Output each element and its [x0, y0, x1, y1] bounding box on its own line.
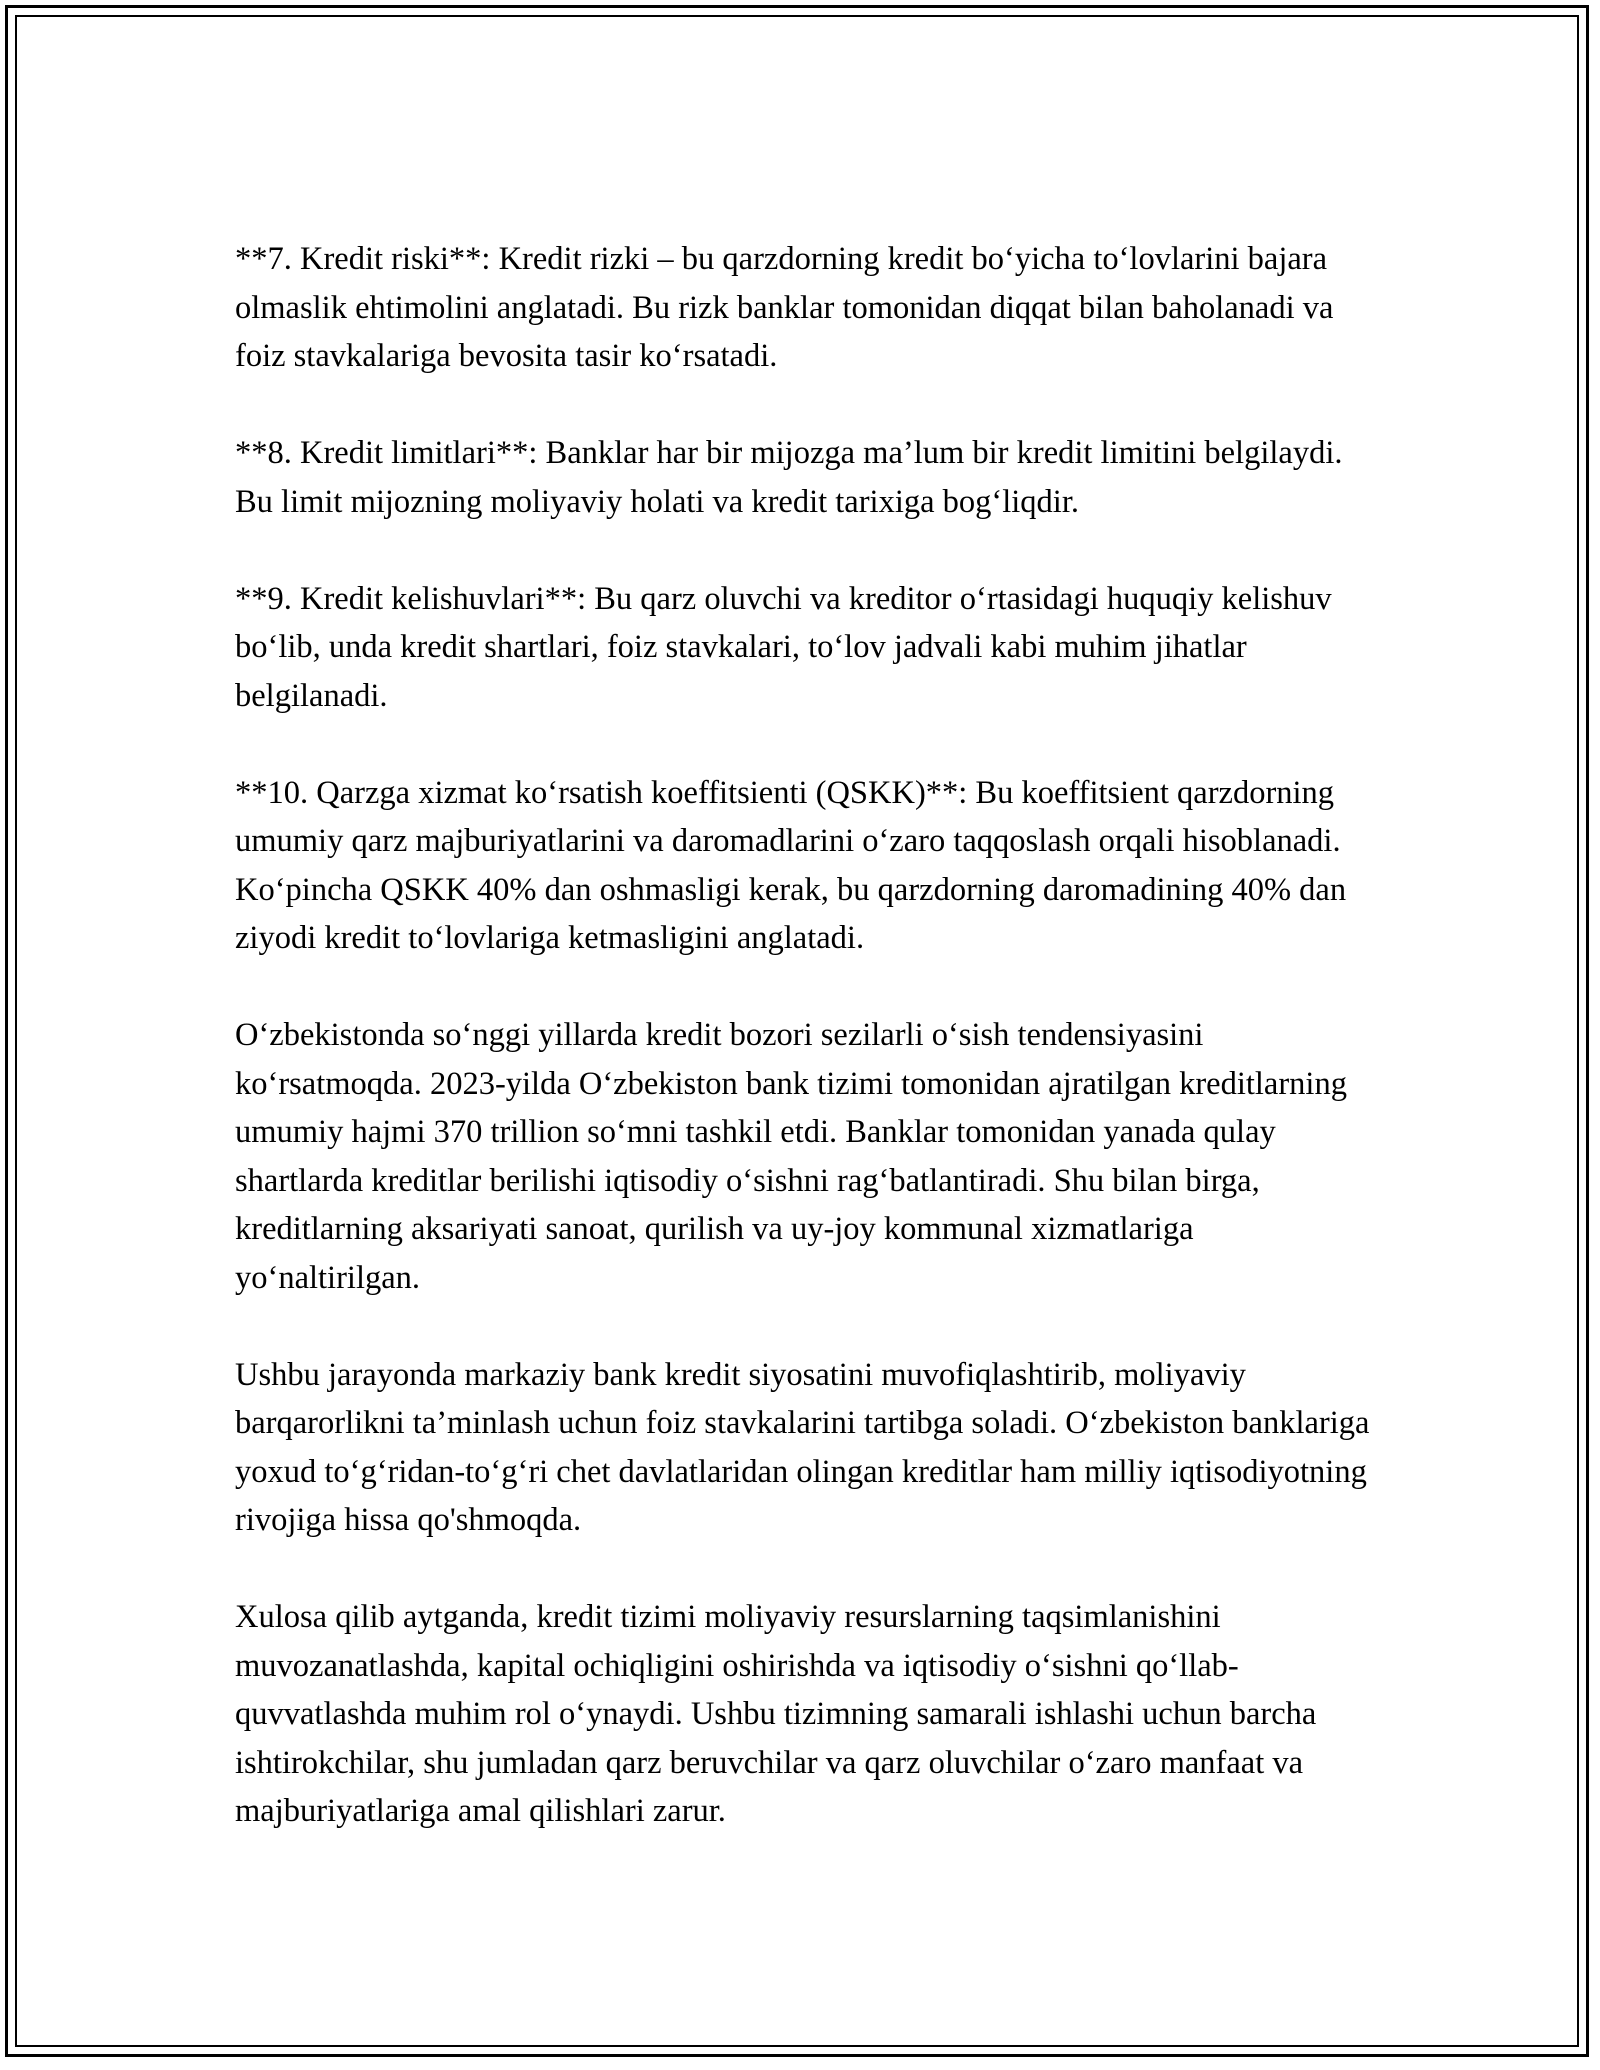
- paragraph-central-bank-policy: Ushbu jarayonda markaziy bank kredit siyosatini muvofiqlashtirib, moliyaviy barqarorlikni ta’minlash uchun foiz stavkalarini tartibga soladi. O‘zbekiston banklariga yoxud to‘g‘ridan-to‘g‘ri chet davlatlaridan olingan kreditlar ham milliy iqtisodiyotning rivojiga hissa qo'shmoqda.: [235, 1356, 1370, 1538]
- paragraph-uzbekistan-credit-market: O‘zbekistonda so‘nggi yillarda kredit bozori sezilarli o‘sish tendensiyasini ko‘rsatmoqda. 2023-yilda O‘zbekiston bank tizimi tomonidan ajratilgan kreditlarning umumiy hajmi 370 trillion so‘mni tashkil etdi. Banklar tomonidan yanada qulay shartlarda kreditlar berilishi iqtisodiy o‘sishni rag‘batlantiradi. Shu bilan birga, kreditlarning aksariyati sanoat, qurilish va uy-joy kommunal xizmatlariga yo‘naltirilgan.: [235, 1017, 1347, 1296]
- document-body: [235, 235, 1375, 1884]
- paragraph-credit-agreements: **9. Kredit kelishuvlari**: Bu qarz oluvchi va kreditor o‘rtasidagi huquqiy kelishuv bo‘lib, unda kredit shartlari, foiz stavkalari, to‘lov jadvali kabi muhim jihatlar belgilanadi.: [235, 580, 1332, 714]
- paragraph-conclusion: Xulosa qilib aytganda, kredit tizimi moliyaviy resurslarning taqsimlanishini muvozanatlashda, kapital ochiqligini oshirishda va iqtisodiy o‘sishni qo‘llab-quvvatlashda muhim rol o‘ynaydi. Ushbu tizimning samarali ishlashi uchun barcha ishtirokchilar, shu jumladan qarz beruvchilar va qarz oluvchilar o‘zaro manfaat va majburiyatlariga amal qilishlari zarur.: [235, 1599, 1317, 1829]
- paragraph-credit-limits: **8. Kredit limitlari**: Banklar har bir mijozga ma’lum bir kredit limitini belgilaydi. Bu limit mijozning moliyaviy holati va kredit tarixiga bog‘liqdir.: [235, 435, 1343, 520]
- paragraph-debt-service-ratio: **10. Qarzga xizmat ko‘rsatish koeffitsienti (QSKK)**: Bu koeffitsient qarzdorning umumiy qarz majburiyatlarini va daromadlarini o‘zaro taqqoslash orqali hisoblanadi. Ko‘pincha QSKK 40% dan oshmasligi kerak, bu qarzdorning daromadining 40% dan ziyodi kredit to‘lovlariga ketmasligini anglatadi.: [235, 774, 1347, 956]
- paragraph-credit-risk: **7. Kredit riski**: Kredit rizki – bu qarzdorning kredit bo‘yicha to‘lovlarini bajara olmaslik ehtimolini anglatadi. Bu rizk banklar tomonidan diqqat bilan baholanadi va foiz stavkalariga bevosita tasir ko‘rsatadi.: [235, 241, 1334, 374]
